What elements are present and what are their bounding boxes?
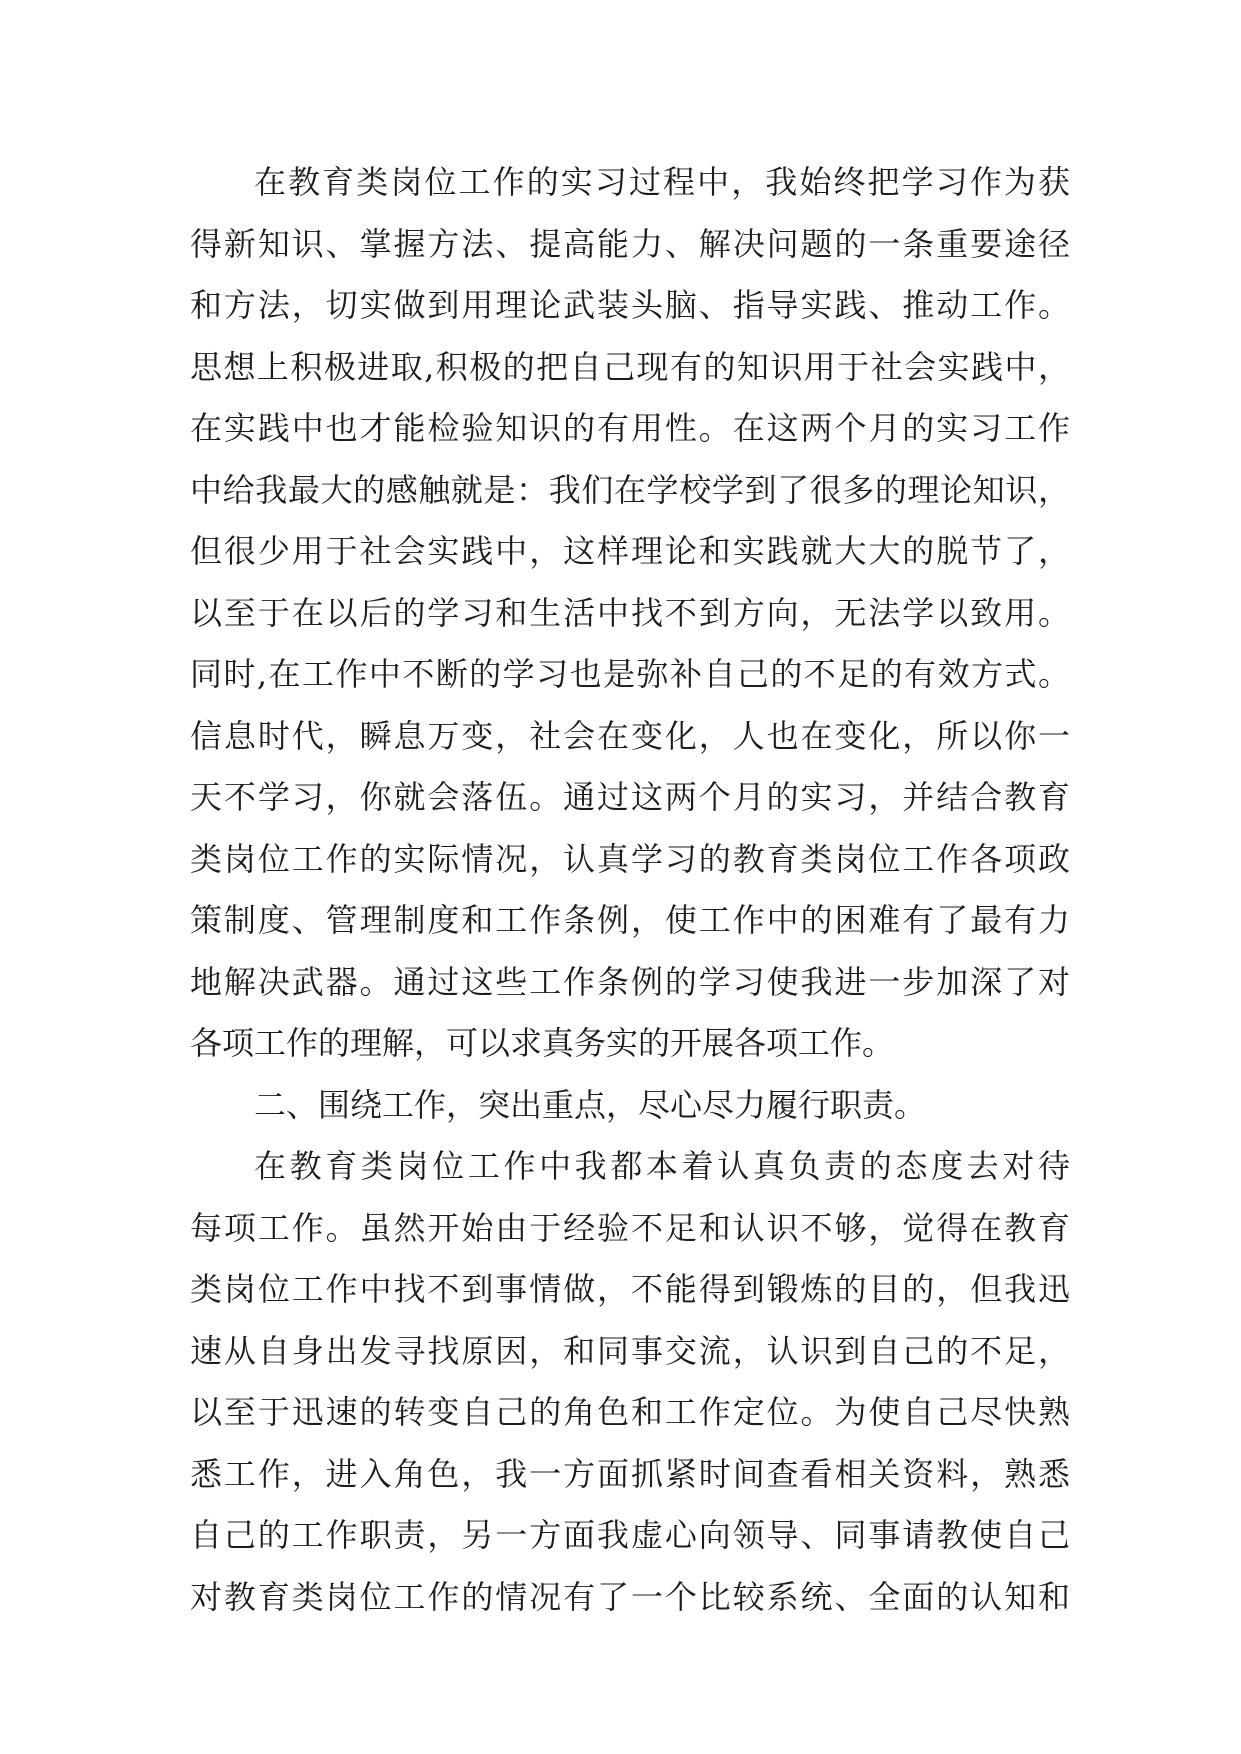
document-body xyxy=(190,152,1070,1628)
paragraph-line: 悉工作，进入角色，我一方面抓紧时间查看相关资料，熟悉 xyxy=(190,1454,1070,1493)
paragraph-line: 每项工作。虽然开始由于经验不足和认识不够，觉得在教育 xyxy=(190,1208,1070,1247)
paragraph-line: 在实践中也才能检验知识的有用性。在这两个月的实习工作 xyxy=(190,409,1070,447)
paragraph-line: 思想上积极进取,积极的把自己现有的知识用于社会实践中， xyxy=(190,347,1070,386)
paragraph-line: 自己的工作职责，另一方面我虚心向领导、同事请教使自己 xyxy=(190,1516,1070,1554)
section-heading: 二、围绕工作，突出重点，尽心尽力履行职责。 xyxy=(254,1085,927,1124)
paragraph-line: 同时,在工作中不断的学习也是弥补自己的不足的有效方式。 xyxy=(190,655,1070,693)
paragraph-line: 天不学习，你就会落伍。通过这两个月的实习，并结合教育 xyxy=(190,778,1070,816)
paragraph-line: 地解决武器。通过这些工作条例的学习使我进一步加深了对 xyxy=(190,962,1070,1001)
paragraph-line: 在教育类岗位工作中我都本着认真负责的态度去对待 xyxy=(254,1147,1070,1185)
paragraph-line: 在教育类岗位工作的实习过程中，我始终把学习作为获 xyxy=(254,163,1070,201)
paragraph-line: 对教育类岗位工作的情况有了一个比较系统、全面的认知和 xyxy=(190,1577,1070,1616)
paragraph-line: 策制度、管理制度和工作条例，使工作中的困难有了最有力 xyxy=(190,901,1070,939)
paragraph-line: 以至于在以后的学习和生活中找不到方向，无法学以致用。 xyxy=(190,593,1070,632)
paragraph-line: 和方法，切实做到用理论武装头脑、指导实践、推动工作。 xyxy=(190,286,1070,324)
paragraph-line: 信息时代，瞬息万变，社会在变化，人也在变化，所以你一 xyxy=(190,716,1070,755)
paragraph-line: 类岗位工作的实际情况，认真学习的教育类岗位工作各项政 xyxy=(190,839,1070,878)
paragraph-line: 速从自身出发寻找原因，和同事交流，认识到自己的不足， xyxy=(190,1331,1070,1370)
paragraph-line: 类岗位工作中找不到事情做，不能得到锻炼的目的，但我迅 xyxy=(190,1270,1070,1308)
paragraph-line: 以至于迅速的转变自己的角色和工作定位。为使自己尽快熟 xyxy=(190,1393,1070,1431)
paragraph-line: 得新知识、掌握方法、提高能力、解决问题的一条重要途径 xyxy=(190,224,1070,263)
paragraph-line: 但很少用于社会实践中，这样理论和实践就大大的脱节了， xyxy=(190,532,1070,570)
paragraph-line: 各项工作的理解，可以求真务实的开展各项工作。 xyxy=(190,1024,895,1062)
paragraph-line: 中给我最大的感触就是：我们在学校学到了很多的理论知识， xyxy=(190,470,1070,509)
